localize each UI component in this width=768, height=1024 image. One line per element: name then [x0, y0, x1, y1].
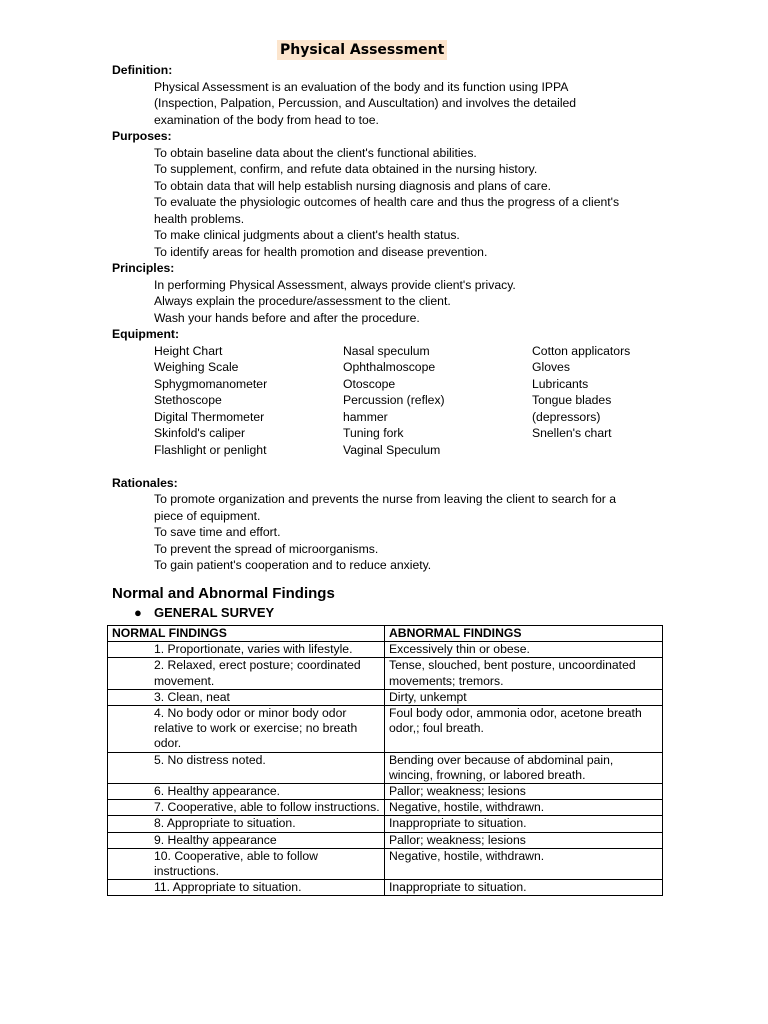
- document-body: [112, 62, 672, 622]
- text-line: To evaluate the physiologic outcomes of health care and thus the progress of a client's: [154, 195, 620, 209]
- text-line: health problems.: [154, 211, 245, 226]
- table-row: [108, 832, 663, 848]
- abnormal-finding-cell: Pallor; weakness; lesions: [385, 832, 663, 848]
- findings-heading: Normal and Abnormal Findings: [112, 584, 335, 602]
- abnormal-finding-cell: Excessively thin or obese.: [385, 642, 663, 658]
- text-line: To supplement, confirm, and refute data obtained in the nursing history.: [154, 162, 538, 176]
- equipment-item: Tuning fork: [343, 426, 404, 440]
- equipment-item: Gloves: [532, 360, 570, 374]
- normal-finding-cell: 2. Relaxed, erect posture; coordinated movement.: [108, 658, 385, 689]
- principles-heading: Principles:: [112, 261, 175, 275]
- normal-findings-header: NORMAL FINDINGS: [108, 626, 385, 642]
- equipment-item: Nasal speculum: [343, 343, 430, 358]
- abnormal-finding-cell: Foul body odor, ammonia odor, acetone breath odor,; foul breath.: [385, 706, 663, 753]
- table-row: [108, 800, 663, 816]
- equipment-item: Tongue blades: [532, 393, 612, 407]
- equipment-item: Flashlight or penlight: [154, 442, 267, 457]
- equipment-item: Sphygmomanometer: [154, 376, 268, 391]
- page-title: Physical Assessment: [277, 40, 447, 60]
- text-line: examination of the body from head to toe.: [154, 112, 379, 127]
- abnormal-finding-cell: Inappropriate to situation.: [385, 880, 663, 896]
- table-row: [108, 642, 663, 658]
- equipment-item: (depressors): [532, 409, 601, 424]
- equipment-item: Stethoscope: [154, 393, 222, 407]
- text-line: Wash your hands before and after the procedure.: [154, 310, 420, 325]
- normal-finding-cell: 1. Proportionate, varies with lifestyle.: [108, 642, 385, 658]
- text-line: (Inspection, Palpation, Percussion, and Auscultation) and involves the detailed: [154, 96, 577, 110]
- table-row: [108, 658, 663, 689]
- equipment-heading: Equipment:: [112, 327, 180, 341]
- normal-finding-cell: 4. No body odor or minor body odor relative to work or exercise; no breath odor.: [108, 706, 385, 753]
- table-row: [108, 706, 663, 753]
- table-row: [108, 752, 663, 783]
- equipment-item: Otoscope: [343, 376, 396, 391]
- normal-finding-cell: 10. Cooperative, able to follow instructions.: [108, 848, 385, 879]
- abnormal-finding-cell: Bending over because of abdominal pain, wincing, frowning, or labored breath.: [385, 752, 663, 783]
- equipment-item: Digital Thermometer: [154, 409, 265, 424]
- text-line: To save time and effort.: [154, 525, 281, 539]
- normal-finding-cell: 9. Healthy appearance: [108, 832, 385, 848]
- equipment-item: Snellen's chart: [532, 426, 612, 440]
- equipment-item: Skinfold's caliper: [154, 426, 246, 440]
- text-line: To promote organization and prevents the nurse from leaving the client to search for a: [154, 492, 617, 506]
- abnormal-finding-cell: Tense, slouched, bent posture, uncoordinated movements; tremors.: [385, 658, 663, 689]
- abnormal-finding-cell: Negative, hostile, withdrawn.: [385, 800, 663, 816]
- normal-finding-cell: 11. Appropriate to situation.: [108, 880, 385, 896]
- equipment-item: [532, 442, 682, 459]
- text-line: Physical Assessment is an evaluation of the body and its function using IPPA: [154, 79, 569, 94]
- table-row: [108, 816, 663, 832]
- normal-finding-cell: 8. Appropriate to situation.: [108, 816, 385, 832]
- table-row: [108, 784, 663, 800]
- equipment-list: [112, 343, 672, 459]
- equipment-item: Weighing Scale: [154, 360, 239, 374]
- normal-finding-cell: 3. Clean, neat: [108, 689, 385, 705]
- table-row: [108, 880, 663, 896]
- text-line: To prevent the spread of microorganisms.: [154, 541, 379, 556]
- text-line: In performing Physical Assessment, always provide client's privacy.: [154, 277, 516, 292]
- table-row: [108, 848, 663, 879]
- equipment-item: hammer: [343, 409, 388, 424]
- principles-list: [112, 277, 672, 327]
- definition-heading: Definition:: [112, 63, 173, 77]
- table-row: [108, 689, 663, 705]
- equipment-item: Vaginal Speculum: [343, 442, 441, 457]
- abnormal-findings-header: ABNORMAL FINDINGS: [385, 626, 663, 642]
- abnormal-finding-cell: Negative, hostile, withdrawn.: [385, 848, 663, 879]
- abnormal-finding-cell: Dirty, unkempt: [385, 689, 663, 705]
- normal-finding-cell: 5. No distress noted.: [108, 752, 385, 783]
- general-survey-label: GENERAL SURVEY: [154, 604, 275, 620]
- abnormal-finding-cell: Pallor; weakness; lesions: [385, 784, 663, 800]
- findings-table: [107, 625, 663, 896]
- text-line: To make clinical judgments about a client's health status.: [154, 228, 460, 242]
- text-line: To obtain baseline data about the client's functional abilities.: [154, 145, 477, 160]
- text-line: To obtain data that will help establish nursing diagnosis and plans of care.: [154, 178, 552, 193]
- equipment-item: Height Chart: [154, 343, 223, 358]
- rationales-list: [112, 491, 672, 574]
- text-line: Always explain the procedure/assessment to the client.: [154, 294, 451, 308]
- equipment-item: Lubricants: [532, 376, 589, 391]
- general-survey-heading: [112, 604, 672, 622]
- rationales-heading: Rationales:: [112, 475, 178, 490]
- text-line: piece of equipment.: [154, 508, 261, 523]
- purposes-heading: Purposes:: [112, 129, 172, 143]
- table-header-row: [108, 626, 663, 642]
- equipment-item: Ophthalmoscope: [343, 360, 436, 374]
- purposes-list: [112, 145, 672, 261]
- normal-finding-cell: 7. Cooperative, able to follow instructions.: [108, 800, 385, 816]
- bullet-icon: ●: [134, 604, 142, 620]
- equipment-item: Percussion (reflex): [343, 393, 445, 407]
- equipment-item: Cotton applicators: [532, 343, 631, 358]
- abnormal-finding-cell: Inappropriate to situation.: [385, 816, 663, 832]
- text-line: To gain patient's cooperation and to reduce anxiety.: [154, 558, 432, 572]
- text-line: To identify areas for health promotion and disease prevention.: [154, 244, 488, 259]
- normal-finding-cell: 6. Healthy appearance.: [108, 784, 385, 800]
- spacer: [112, 458, 672, 475]
- definition-text: [112, 79, 672, 129]
